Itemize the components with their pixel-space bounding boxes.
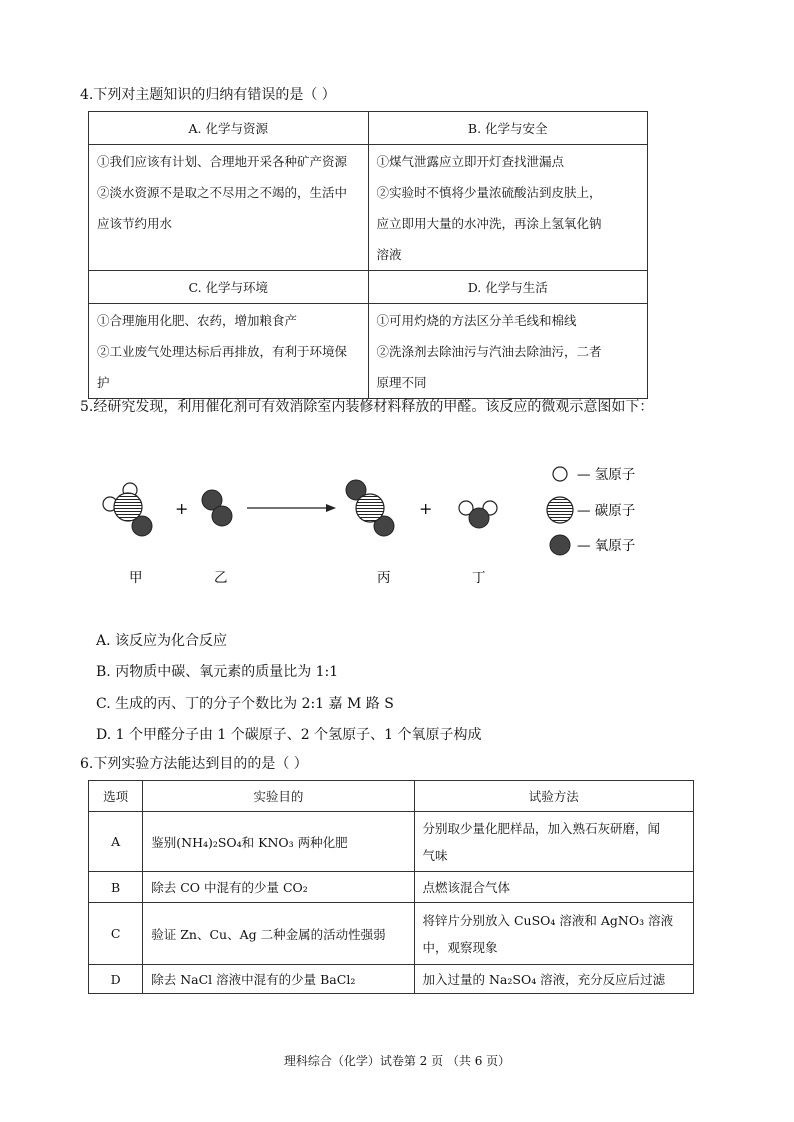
q4-a-line2: ②淡水资源不是取之不尽用之不竭的，生活中 [97,185,348,200]
q6-row-c-method-line2: 中，观察现象 [422,939,498,955]
q4-c-line1: ①合理施用化肥、农药，增加粮食产 [97,313,298,328]
q4-stem: 4.下列对主题知识的归纳有错误的是（ ） [80,87,336,103]
q4-cell-d-title: D. 化学与生活 [368,271,648,304]
q6-table [88,780,694,994]
q4-c-line2: ②工业废气处理达标后再排放，有利于环境保 [97,344,348,359]
q4-a-line3: 应该节约用水 [97,216,173,231]
oxygen-atom [212,506,232,526]
q4-b-line4: 溶液 [376,247,402,262]
q6-row-a-method-line2: 气味 [422,847,448,863]
q4-a-line1: ①我们应该有计划、合理地开采各种矿产资源 [97,154,348,169]
label-bing: 丙 [377,570,391,586]
q4-d-line1: ①可用灼烧的方法区分羊毛线和棉线 [376,313,577,328]
q4-d-line3: 原理不同 [376,375,427,390]
oxygen-atom [469,508,489,528]
q4-cell-a-title: A. 化学与资源 [89,112,369,145]
q5-option-c: C. 生成的丙、丁的分子个数比为 2:1 嘉 M 路 S [96,696,394,712]
q6-row-a-method [414,812,693,872]
q5-option-a: A. 该反应为化合反应 [96,633,228,649]
q4-cell-c-title: C. 化学与环境 [89,271,369,304]
molecule-bing [346,480,394,536]
q6-row-c-method [414,903,693,965]
page-footer: 理科综合（化学）试卷第 2 页 （共 6 页） [283,1054,511,1068]
q6-row-c-goal: 验证 Zn、Cu、Ag 二种金属的活动性强弱 [143,903,414,965]
q4-b-line1: ①煤气泄露应立即开灯查找泄漏点 [376,154,565,169]
q6-row-a-method-line1: 分别取少量化肥样品，加入熟石灰研磨，闻 [422,820,661,836]
label-ding: 丁 [472,570,486,586]
q6-row-c-option: C [89,903,143,965]
q6-row-a-option: A [89,812,143,872]
q6-header-method: 试验方法 [414,781,693,812]
label-jia: 甲 [129,570,143,586]
q4-cell-b-title: B. 化学与安全 [368,112,648,145]
q5-option-d: D. 1 个甲醛分子由 1 个碳原子、2 个氢原子、1 个氧原子构成 [96,727,482,743]
q6-row-b-method: 点燃该混合气体 [414,872,693,903]
legend-oxygen-icon [550,535,570,555]
q5-option-b: B. 丙物质中碳、氧元素的质量比为 1:1 [96,664,339,680]
q6-row-d-goal: 除去 NaCl 溶液中混有的少量 BaCl₂ [143,965,414,994]
plus-sign-2: + [419,499,433,518]
legend-hydrogen-label: — 氢原子 [577,467,636,483]
legend-hydrogen-icon [553,467,567,481]
q4-b-line2: ②实验时不慎将少量浓硫酸沾到皮肤上， [376,185,602,200]
q6-row-c-method-line1: 将锌片分别放入 CuSO₄ 溶液和 AgNO₃ 溶液 [422,912,674,928]
label-yi: 乙 [214,570,228,586]
q6-header-option: 选项 [89,781,143,812]
molecule-yi [202,490,232,526]
q6-row-d-option: D [89,965,143,994]
plus-sign-1: + [175,499,189,518]
legend-carbon-label: — 碳原子 [577,503,636,519]
q6-row-d-method: 加入过量的 Na₂SO₄ 溶液，充分反应后过滤 [414,965,693,994]
q6-row-b-goal: 除去 CO 中混有的少量 CO₂ [143,872,414,903]
reaction-arrow [247,504,336,512]
q6-stem: 6.下列实验方法能达到目的的是（ ） [80,756,308,772]
carbon-atom [114,493,142,521]
q4-c-line3: 护 [97,375,110,390]
q6-row-a-goal: 鉴别(NH₄)₂SO₄和 KNO₃ 两种化肥 [143,812,414,872]
legend-oxygen-label: — 氧原子 [577,538,636,554]
molecule-jia [103,483,152,536]
table-row [89,812,694,872]
carbon-atom [356,494,384,522]
legend-carbon-icon [547,497,573,523]
molecule-ding [459,501,497,528]
q4-d-line2: ②洗涤剂去除油污与汽油去除油污，二者 [376,344,602,359]
q5-stem: 5.经研究发现，利用催化剂可有效消除室内装修材料释放的甲醛。该反应的微观示意图如下： [80,399,654,415]
table-row [89,903,694,965]
table-row [89,965,694,994]
legend [547,467,635,555]
q6-row-b-option: B [89,872,143,903]
q4-b-line3: 应立即用大量的水冲洗，再涂上氢氧化钠 [376,216,602,231]
table-row [89,872,694,903]
q6-header-goal: 实验目的 [143,781,414,812]
